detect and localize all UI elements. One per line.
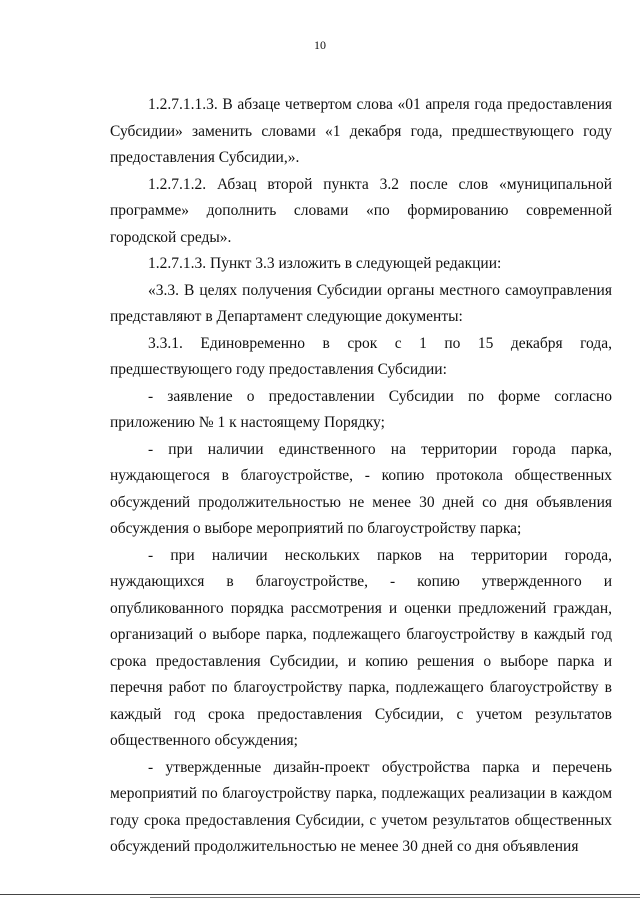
document-body: [110, 92, 612, 861]
paragraph-3-3-1: 3.3.1. Единовременно в срок с 1 по 15 декабря года, предшествующего году предоставления Субсидии:: [110, 334, 612, 378]
scan-edge-line: [0, 894, 640, 895]
paragraph-1-2-7-1-1-3: 1.2.7.1.1.3. В абзаце четвертом слова «01 апреля года предоставления Субсидии» заменить словами «1 декабря года, предшествующего году предоставления Субсидии,».: [110, 96, 612, 166]
list-item-design-project: - утвержденные дизайн-проект обустройства парка и перечень мероприятий по благоустройству парка, подлежащих реализации в каждом году срока предоставления Субсидии, с учетом результатов общественных обсуждений продолжительностью не менее 30 дней со дня объявления: [110, 758, 612, 855]
scan-edge-line-secondary: [150, 897, 640, 898]
page-number: 10: [314, 38, 326, 52]
paragraph-1-2-7-1-2: 1.2.7.1.2. Абзац второй пункта 3.2 после слов «муниципальной программе» дополнить словами «по формированию современной городской среды».: [110, 175, 612, 246]
list-item-multiple-parks: - при наличии нескольких парков на территории города, нуждающихся в благоустройстве, - копию утвержденного и опубликованного порядка рассмотрения и оценки предложений граждан, организаций о выборе парка, подлежащего благоустройству в каждый год срока предоставления Субсидии, и копию решения о выборе парка и перечня работ по благоустройству парка, подлежащего благоустройству в каждый год срока предоставления Субсидии, с учетом результатов общественного обсуждения;: [110, 546, 612, 749]
list-item-single-park: - при наличии единственного на территории города парка, нуждающегося в благоустройстве, - копию протокола общественных обсуждений продолжительностью не менее 30 дней со дня объявления обсуждения о выборе мероприятий по благоустройству парка;: [110, 440, 612, 537]
list-item-application: - заявление о предоставлении Субсидии по форме согласно приложению № 1 к настоящему Порядку;: [110, 387, 612, 431]
paragraph-3-3: «3.3. В целях получения Субсидии органы местного самоуправления представляют в Департамент следующие документы:: [110, 281, 612, 325]
paragraph-1-2-7-1-3: 1.2.7.1.3. Пункт 3.3 изложить в следующей редакции:: [148, 255, 502, 272]
